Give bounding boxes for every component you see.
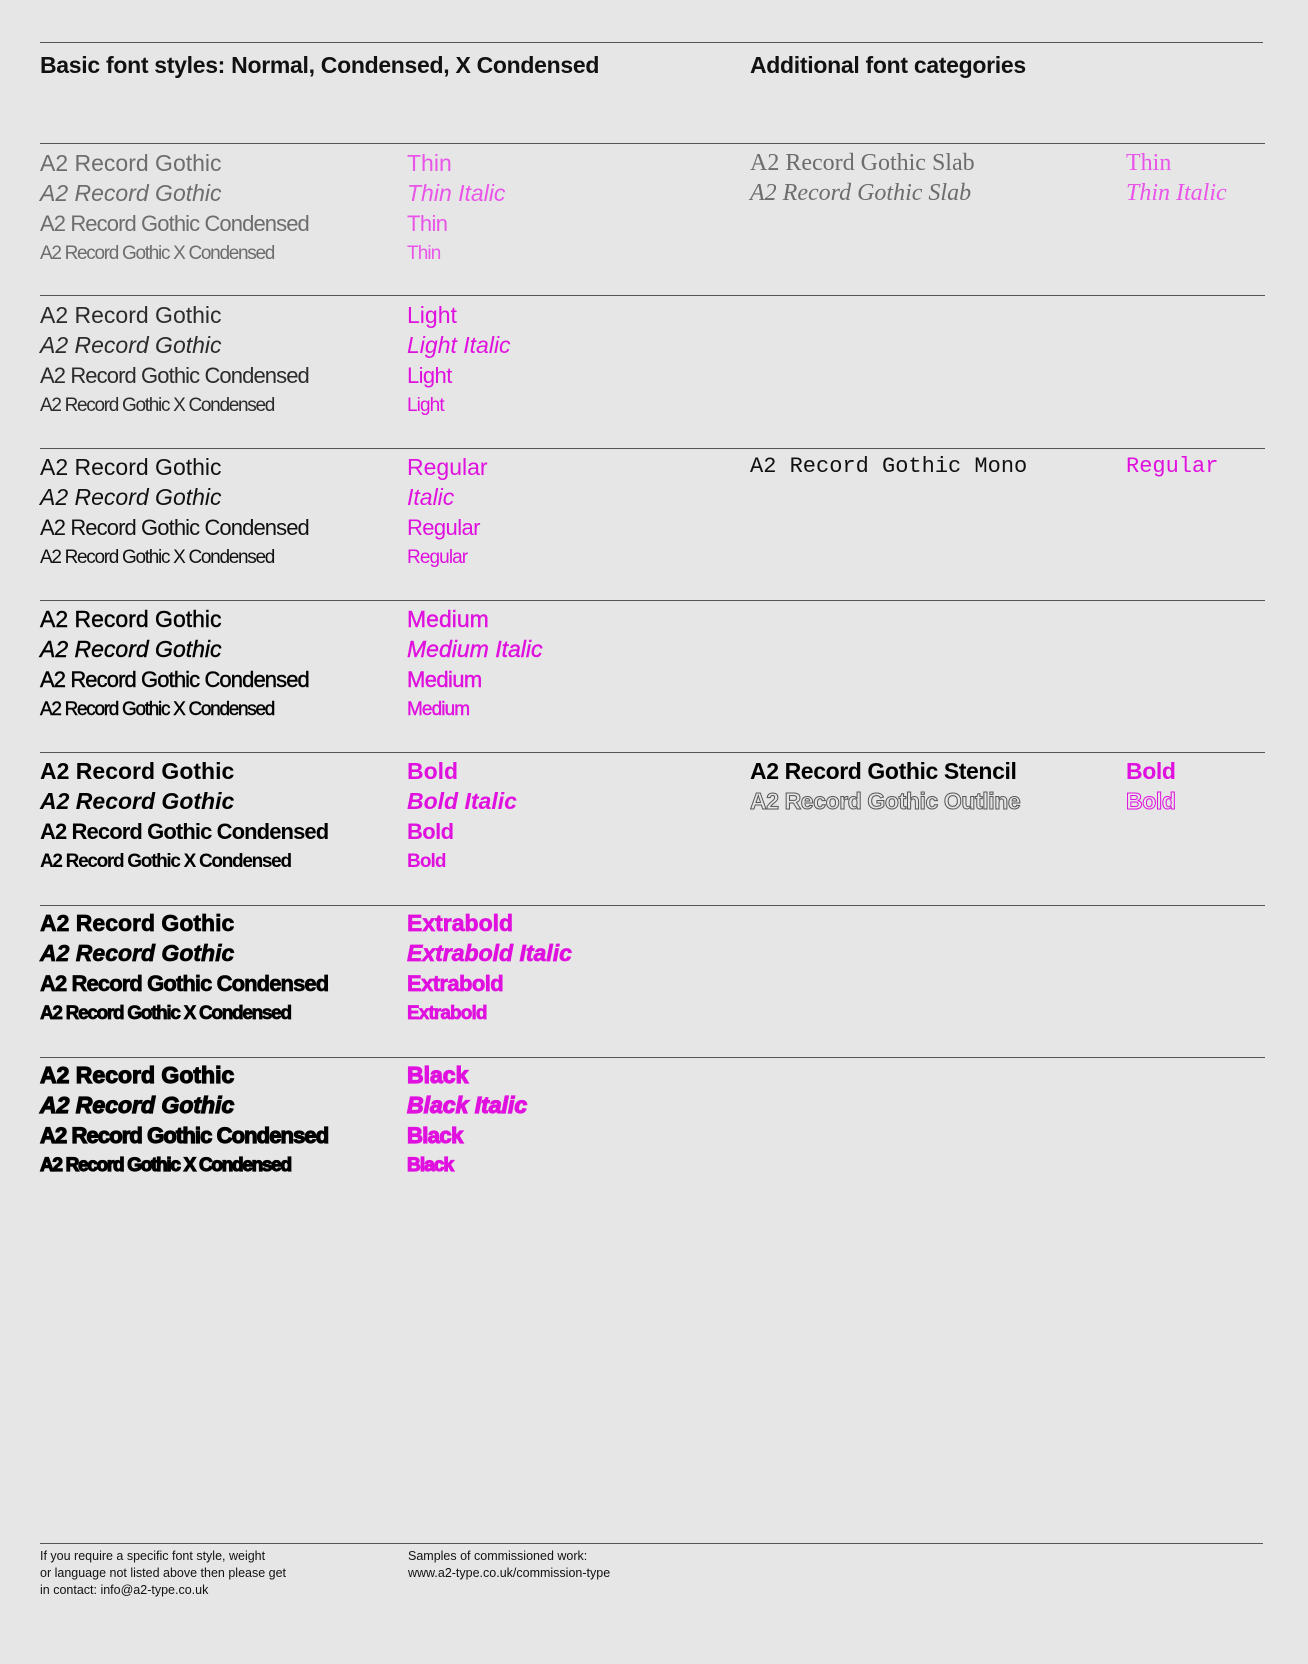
font-name: A2 Record Gothic Slab [750, 150, 975, 176]
font-sample-row [750, 756, 1270, 786]
font-sample-row [40, 908, 660, 938]
font-name: A2 Record Gothic X Condensed [40, 547, 274, 569]
font-sample-row [40, 391, 660, 421]
font-group-display [750, 756, 1270, 817]
font-style: Light [407, 302, 457, 328]
font-style: Extrabold [407, 970, 504, 996]
font-name: A2 Record Gothic [40, 454, 222, 480]
font-name: A2 Record Gothic Condensed [40, 210, 309, 236]
font-name: A2 Record Gothic Condensed [40, 666, 309, 692]
font-sample-row [40, 695, 660, 725]
font-sample-row [40, 300, 660, 330]
font-group-medium [40, 604, 660, 726]
font-sample-row [40, 513, 660, 543]
font-sample-row [40, 209, 660, 239]
font-sample-row [40, 938, 660, 968]
font-group-regular [40, 452, 660, 574]
font-name: A2 Record Gothic Condensed [40, 362, 309, 388]
font-style: Thin Italic [1126, 180, 1227, 207]
font-name: A2 Record Gothic [40, 1062, 235, 1088]
additional-categories-heading: Additional font categories [750, 52, 1026, 78]
font-style: Thin [407, 243, 441, 265]
font-name: A2 Record Gothic Outline [750, 788, 1021, 815]
font-name: A2 Record Gothic X Condensed [40, 1155, 291, 1177]
font-style: Light [407, 395, 444, 417]
section-rule-light [40, 295, 1265, 296]
font-style: Medium [407, 666, 482, 692]
font-sample-row [40, 330, 660, 360]
font-style: Extrabold Italic [407, 940, 572, 967]
font-style: Thin [1126, 150, 1172, 176]
font-style: Black [407, 1062, 469, 1088]
font-name: A2 Record Gothic [40, 940, 235, 967]
font-name: A2 Record Gothic [40, 636, 222, 663]
font-sample-row [40, 969, 660, 999]
font-style: Extrabold [407, 1003, 487, 1025]
font-name: A2 Record Gothic Stencil [750, 758, 1017, 784]
font-sample-row [750, 452, 1270, 482]
font-style: Medium [407, 606, 489, 632]
font-name: A2 Record Gothic Mono [750, 454, 1028, 479]
font-sample-row [750, 178, 1270, 208]
font-name: A2 Record Gothic [40, 302, 222, 328]
font-sample-row [750, 786, 1270, 816]
font-name: A2 Record Gothic X Condensed [40, 851, 291, 873]
font-name: A2 Record Gothic X Condensed [40, 699, 274, 721]
font-style: Black [407, 1122, 463, 1148]
font-style: Regular [407, 514, 480, 540]
font-name: A2 Record Gothic [40, 1092, 235, 1119]
font-style: Medium Italic [407, 636, 543, 663]
font-name: A2 Record Gothic [40, 150, 222, 176]
font-style: Bold [407, 758, 459, 784]
font-name: A2 Record Gothic Condensed [40, 970, 329, 996]
font-group-thin [40, 148, 660, 270]
font-sample-row [40, 786, 660, 816]
font-sample-row [40, 1060, 660, 1090]
font-name: A2 Record Gothic [40, 910, 235, 936]
font-sample-row [40, 604, 660, 634]
font-name: A2 Record Gothic [40, 606, 222, 632]
font-sample-row [750, 148, 1270, 178]
font-sample-row [40, 452, 660, 482]
font-name: A2 Record Gothic X Condensed [40, 1003, 291, 1025]
font-group-slab [750, 148, 1270, 209]
font-sample-row [40, 543, 660, 573]
font-group-mono [750, 452, 1270, 482]
footer-samples-note: Samples of commissioned work: www.a2-type.co.uk/commission-type [408, 1549, 611, 1580]
font-style: Thin [407, 210, 448, 236]
font-style: Black Italic [407, 1092, 528, 1119]
font-style: Extrabold [407, 910, 514, 936]
font-group-light [40, 300, 660, 422]
font-group-black [40, 1060, 660, 1182]
font-sample-row [40, 1090, 660, 1120]
font-style: Bold Italic [407, 788, 517, 815]
font-sample-row [40, 148, 660, 178]
font-style: Italic [407, 484, 455, 511]
font-group-extrabold [40, 908, 660, 1030]
font-name: A2 Record Gothic Condensed [40, 818, 329, 844]
font-group-bold [40, 756, 660, 878]
font-name: A2 Record Gothic Condensed [40, 514, 309, 540]
font-name: A2 Record Gothic [40, 788, 235, 815]
font-style: Regular [407, 547, 468, 569]
footer-contact-note: If you require a specific font style, weight or language not listed above then please get in contact: info@a2-type.co.uk [40, 1549, 287, 1597]
font-sample-row [40, 756, 660, 786]
font-style: Regular [1126, 454, 1219, 479]
font-sample-row [40, 361, 660, 391]
top-rule [40, 42, 1263, 43]
font-sample-row [40, 634, 660, 664]
font-sample-row [40, 847, 660, 877]
font-name: A2 Record Gothic X Condensed [40, 243, 274, 265]
font-name: A2 Record Gothic X Condensed [40, 395, 274, 417]
font-style: Bold [1126, 788, 1176, 815]
font-style: Light Italic [407, 332, 511, 359]
font-style: Thin Italic [407, 180, 506, 207]
section-rule-extrabold [40, 905, 1265, 906]
font-style: Bold [1126, 758, 1176, 784]
font-style: Bold [407, 851, 446, 873]
section-rule-medium [40, 600, 1265, 601]
font-sample-row [40, 239, 660, 269]
font-name: A2 Record Gothic [40, 180, 222, 207]
font-name: A2 Record Gothic [40, 332, 222, 359]
footer-rule [40, 1543, 1263, 1544]
font-style: Medium [407, 699, 470, 721]
font-style: Black [407, 1155, 454, 1177]
basic-styles-heading: Basic font styles: Normal, Condensed, X Condensed [40, 52, 600, 78]
font-name: A2 Record Gothic Condensed [40, 1122, 329, 1148]
font-name: A2 Record Gothic Slab [750, 180, 972, 207]
font-sample-row [40, 665, 660, 695]
section-rule-regular [40, 448, 1265, 449]
font-sample-row [40, 1121, 660, 1151]
font-style: Light [407, 362, 452, 388]
font-style: Regular [407, 454, 488, 480]
font-name: A2 Record Gothic [40, 758, 235, 784]
section-rule-thin [40, 143, 1265, 144]
font-style: Thin [407, 150, 452, 176]
font-sample-row [40, 178, 660, 208]
section-rule-black [40, 1057, 1265, 1058]
font-sample-row [40, 1151, 660, 1181]
font-sample-row [40, 817, 660, 847]
font-sample-row [40, 999, 660, 1029]
font-name: A2 Record Gothic [40, 484, 222, 511]
font-sample-row [40, 482, 660, 512]
font-style: Bold [407, 818, 454, 844]
section-rule-bold [40, 752, 1265, 753]
